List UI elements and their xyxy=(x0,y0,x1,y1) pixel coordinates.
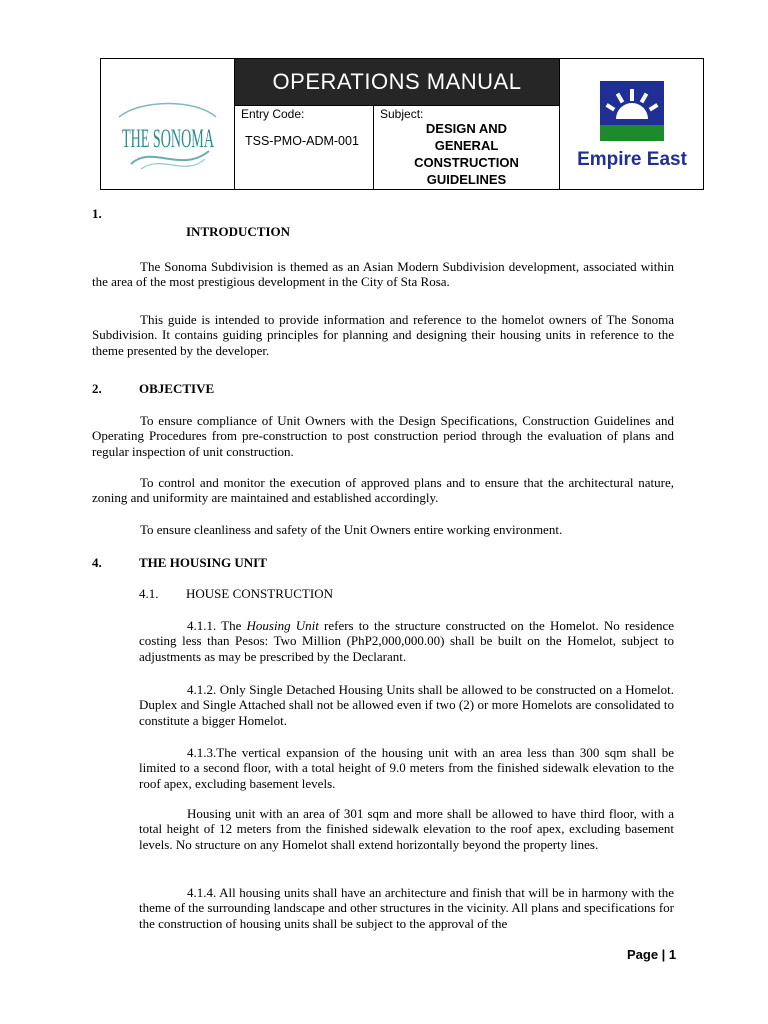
section-4-title: THE HOUSING UNIT xyxy=(139,555,267,570)
subject-line: CONSTRUCTION xyxy=(414,155,519,170)
sonoma-logo-icon xyxy=(101,59,235,189)
subject-line: GENERAL xyxy=(434,138,499,153)
entry-code-cell xyxy=(235,105,374,189)
manual-title: OPERATIONS MANUAL xyxy=(235,59,559,105)
objective-paragraph-1: To ensure compliance of Unit Owners with the Design Specifications, Construction Guidelines and Operating Procedures from pre-construction to post construction period through the evaluation of plans and regular inspection of unit construction. xyxy=(92,413,674,459)
empire-east-logo xyxy=(559,59,703,189)
subsection-4-1-title: HOUSE CONSTRUCTION xyxy=(186,586,333,601)
section-1-title: INTRODUCTION xyxy=(186,224,291,239)
paragraph-4-1-1 xyxy=(139,618,674,664)
empire-east-text: Empire East xyxy=(577,149,687,170)
entry-code-label: Entry Code: xyxy=(241,107,305,121)
entry-code-value: TSS-PMO-ADM-001 xyxy=(245,134,359,148)
subject-cell xyxy=(374,105,559,189)
paragraph-4-1-3: 4.1.3.The vertical expansion of the housing unit with an area less than 300 sqm shall be limited to a second floor, with a total height of 9.0 meters from the finished sidewalk elevation to the roof apex, excluding basement levels. xyxy=(139,745,674,791)
section-4-number: 4. xyxy=(92,555,102,570)
section-2-title: OBJECTIVE xyxy=(139,381,215,396)
subject-value xyxy=(374,120,559,188)
section-2-number: 2. xyxy=(92,381,102,396)
subject-line: GUIDELINES xyxy=(426,172,507,187)
sunrise-icon xyxy=(560,59,704,189)
paragraph-4-1-1-rest: refers to the structure constructed on the Homelot. No residence costing less than Pesos: Two Million (PhP2,000,000.00) shall be built on the Homelot, subject to adjustments as may be prescribed by the Declarant. xyxy=(139,618,675,664)
section-1-number: 1. xyxy=(92,206,102,221)
objective-paragraph-2: To control and monitor the execution of approved plans and to ensure that the architectural nature, zoning and uniformity are maintained and established accordingly. xyxy=(92,475,674,506)
page-number: Page | 1 xyxy=(627,947,677,962)
paragraph-4-1-2: 4.1.2. Only Single Detached Housing Units shall be allowed to be constructed on a Homelot. Duplex and Single Attached shall not be allowed even if two (2) or more Homelots are consolidated to constitute a bigger Homelot. xyxy=(139,682,674,728)
sonoma-logo xyxy=(101,59,235,189)
document-header xyxy=(100,58,704,190)
objective-paragraph-3: To ensure cleanliness and safety of the Unit Owners entire working environment. xyxy=(140,522,563,537)
housing-unit-term: Housing Unit xyxy=(246,618,319,633)
subject-label: Subject: xyxy=(380,107,424,121)
paragraph-4-1-3-continued: Housing unit with an area of 301 sqm and more shall be allowed to have third floor, with a total height of 12 meters from the finished sidewalk elevation to the roof apex, excluding basement levels. No structure on any Homelot shall extend horizontally beyond the property lines. xyxy=(139,806,674,852)
paragraph-4-1-1-lead: 4.1.1. The xyxy=(187,618,247,633)
intro-paragraph-2: This guide is intended to provide information and reference to the homelot owners of The Sonoma Subdivision. It contains guiding principles for planning and designing their housing units in reference to the theme presented by the developer. xyxy=(92,312,674,358)
paragraph-4-1-4: 4.1.4. All housing units shall have an architecture and finish that will be in harmony with the theme of the surrounding landscape and other structures in the vicinity. All plans and specifications for the construction of housing units shall be subject to the approval of the xyxy=(139,885,674,931)
sonoma-logo-text: THE SONOMA xyxy=(122,124,215,153)
subsection-4-1-number: 4.1. xyxy=(139,586,159,601)
subject-line: DESIGN AND xyxy=(425,121,508,136)
intro-paragraph-1: The Sonoma Subdivision is themed as an Asian Modern Subdivision development, associated within the area of the most prestigious development in the City of Sta Rosa. xyxy=(92,259,674,290)
